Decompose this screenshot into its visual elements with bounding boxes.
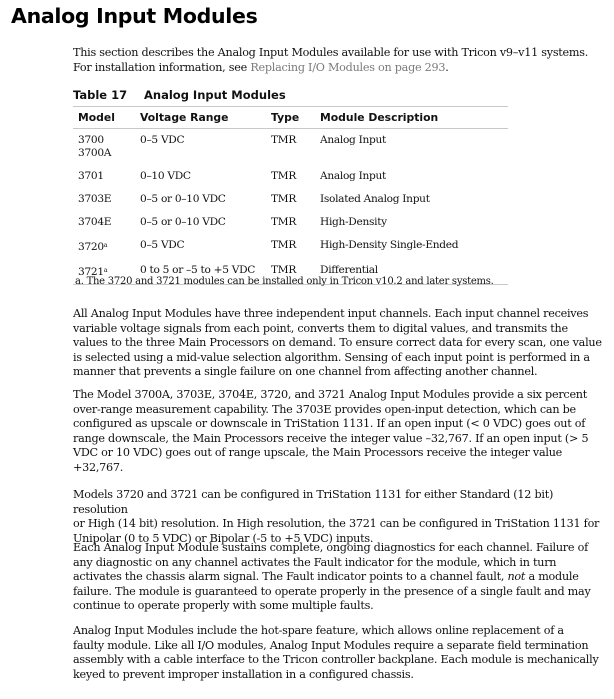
text-line bbox=[73, 570, 603, 585]
paragraph-hot-spare bbox=[73, 624, 603, 682]
table-number: Table 17 bbox=[73, 88, 128, 102]
cell-model: 3704E bbox=[78, 216, 112, 228]
footnote-marker: a bbox=[103, 241, 108, 249]
cell-model: 3703E bbox=[78, 193, 112, 205]
paragraph-over-range bbox=[73, 388, 603, 476]
header-type: Type bbox=[266, 107, 315, 129]
intro-prefix: For installation information, see bbox=[73, 60, 251, 74]
text-line: VDC or 10 VDC) goes out of range upscale, the Main Processors receive the integer value bbox=[73, 446, 563, 460]
text-line: is selected using a mid-value selection algorithm. Sensing of each input point is performed in a bbox=[73, 350, 590, 364]
header-module-description: Module Description bbox=[315, 107, 508, 129]
text-line: failure. The module is guaranteed to operate properly in the presence of a single fault and may bbox=[73, 584, 591, 598]
cell-voltage: 0–5 or 0–10 VDC bbox=[140, 216, 226, 228]
cell-model: 3701 bbox=[78, 170, 104, 182]
header-voltage-range: Voltage Range bbox=[135, 107, 266, 129]
text-line: any diagnostic on any channel activates the Fault indicator for the module, which in turn bbox=[73, 555, 557, 569]
text-line: over-range measurement capability. The 3703E provides open-input detection, which can be bbox=[73, 402, 576, 416]
table-row bbox=[73, 188, 508, 211]
text-line: All Analog Input Modules have three independent input channels. Each input channel receives bbox=[73, 307, 589, 320]
cell-voltage: 0–10 VDC bbox=[140, 170, 191, 182]
text-line: The Model 3700A, 3703E, 3704E, 3720, and 3721 Analog Input Modules provide a six percent bbox=[73, 388, 588, 401]
cell-type: TMR bbox=[271, 193, 296, 205]
cell-description: High-Density Single-Ended bbox=[320, 239, 459, 251]
model-value: 3721 bbox=[78, 266, 104, 278]
text-line: Analog Input Modules include the hot-spare feature, which allows online replacement of a bbox=[73, 624, 564, 637]
cell-model bbox=[73, 129, 135, 166]
text-line: variable voltage signals from each point, converts them to digital values, and transmits the bbox=[73, 321, 568, 335]
cell-voltage: 0–5 VDC bbox=[140, 239, 185, 251]
cell-description: High-Density bbox=[320, 216, 387, 228]
text-line: continue to operate properly with some multiple faults. bbox=[73, 599, 374, 613]
analog-input-modules-table bbox=[73, 106, 508, 285]
table-header-row bbox=[73, 107, 508, 129]
table-row bbox=[73, 211, 508, 234]
header-model: Model bbox=[73, 107, 135, 129]
cell-type: TMR bbox=[266, 259, 315, 285]
footnote-marker: a bbox=[103, 266, 108, 274]
replacing-io-modules-link[interactable]: Replacing I/O Modules on page 293 bbox=[250, 60, 446, 74]
text-line: Unipolar (0 to 5 VDC) or Bipolar (-5 to +5 VDC) inputs. bbox=[73, 531, 374, 545]
paragraph-channels bbox=[73, 307, 603, 380]
cell-description: Analog Input bbox=[320, 170, 386, 182]
table-row bbox=[73, 234, 508, 259]
text-line: values to the three Main Processors on demand. To ensure correct data for every scan, one value bbox=[73, 336, 602, 350]
intro-paragraph bbox=[73, 46, 603, 75]
cell-voltage: 0–5 VDC bbox=[140, 134, 185, 146]
intro-line-1: This section describes the Analog Input Modules available for use with Tricon v9–v11 systems. bbox=[73, 46, 589, 59]
cell-description: Analog Input bbox=[320, 134, 386, 146]
model-value-alt: 3700A bbox=[78, 147, 112, 159]
model-value: 3700 bbox=[78, 134, 104, 146]
text-line: assembly with a cable interface to the Tricon controller backplane. Each module is mechanically bbox=[73, 653, 599, 667]
cell-model bbox=[73, 234, 135, 259]
paragraph-resolution bbox=[73, 488, 603, 546]
cell-type: TMR bbox=[271, 239, 296, 251]
table-row bbox=[73, 129, 508, 166]
text-line: +32,767. bbox=[73, 460, 124, 474]
text-span: activates the chassis alarm signal. The Fault indicator points to a channel fault, bbox=[73, 570, 508, 584]
emphasis-not: not bbox=[507, 570, 526, 584]
text-line: faulty module. Like all I/O modules, Analog Input Modules require a separate field termination bbox=[73, 638, 589, 652]
text-line: Each Analog Input Module sustains complete, ongoing diagnostics for each channel. Failure of bbox=[73, 541, 588, 554]
paragraph-diagnostics bbox=[73, 541, 603, 614]
text-line: configured as upscale or downscale in TriStation 1131. If an open input (< 0 VDC) goes out of bbox=[73, 417, 586, 431]
cell-type: TMR bbox=[271, 134, 296, 146]
table-footnote: a. The 3720 and 3721 modules can be installed only in Tricon v10.2 and later systems. bbox=[75, 276, 494, 287]
cell-type: TMR bbox=[271, 170, 296, 182]
intro-suffix: . bbox=[445, 60, 449, 74]
cell-voltage: 0 to 5 or –5 to +5 VDC bbox=[135, 259, 266, 285]
table-caption bbox=[73, 88, 286, 102]
table-caption-title: Analog Input Modules bbox=[144, 88, 286, 102]
page-title: Analog Input Modules bbox=[11, 4, 258, 28]
text-line: Models 3720 and 3721 can be configured in TriStation 1131 for either Standard (12 bit) resolution bbox=[73, 488, 554, 516]
text-span: a module bbox=[525, 570, 579, 584]
cell-voltage: 0–5 or 0–10 VDC bbox=[140, 193, 226, 205]
text-line: keyed to prevent improper installation in a configured chassis. bbox=[73, 667, 414, 681]
text-line: range downscale, the Main Processors receive the integer value –32,767. If an open input (> 5 bbox=[73, 431, 589, 445]
cell-type: TMR bbox=[271, 216, 296, 228]
intro-line-2 bbox=[73, 61, 603, 76]
cell-description: Isolated Analog Input bbox=[320, 193, 430, 205]
table-row bbox=[73, 165, 508, 188]
text-line: or High (14 bit) resolution. In High resolution, the 3721 can be configured in TriStation 1131 for bbox=[73, 517, 600, 531]
cell-description: Differential bbox=[315, 259, 508, 285]
model-value: 3720 bbox=[78, 241, 104, 253]
text-line: manner that prevents a single failure on one channel from affecting another channel. bbox=[73, 365, 538, 379]
